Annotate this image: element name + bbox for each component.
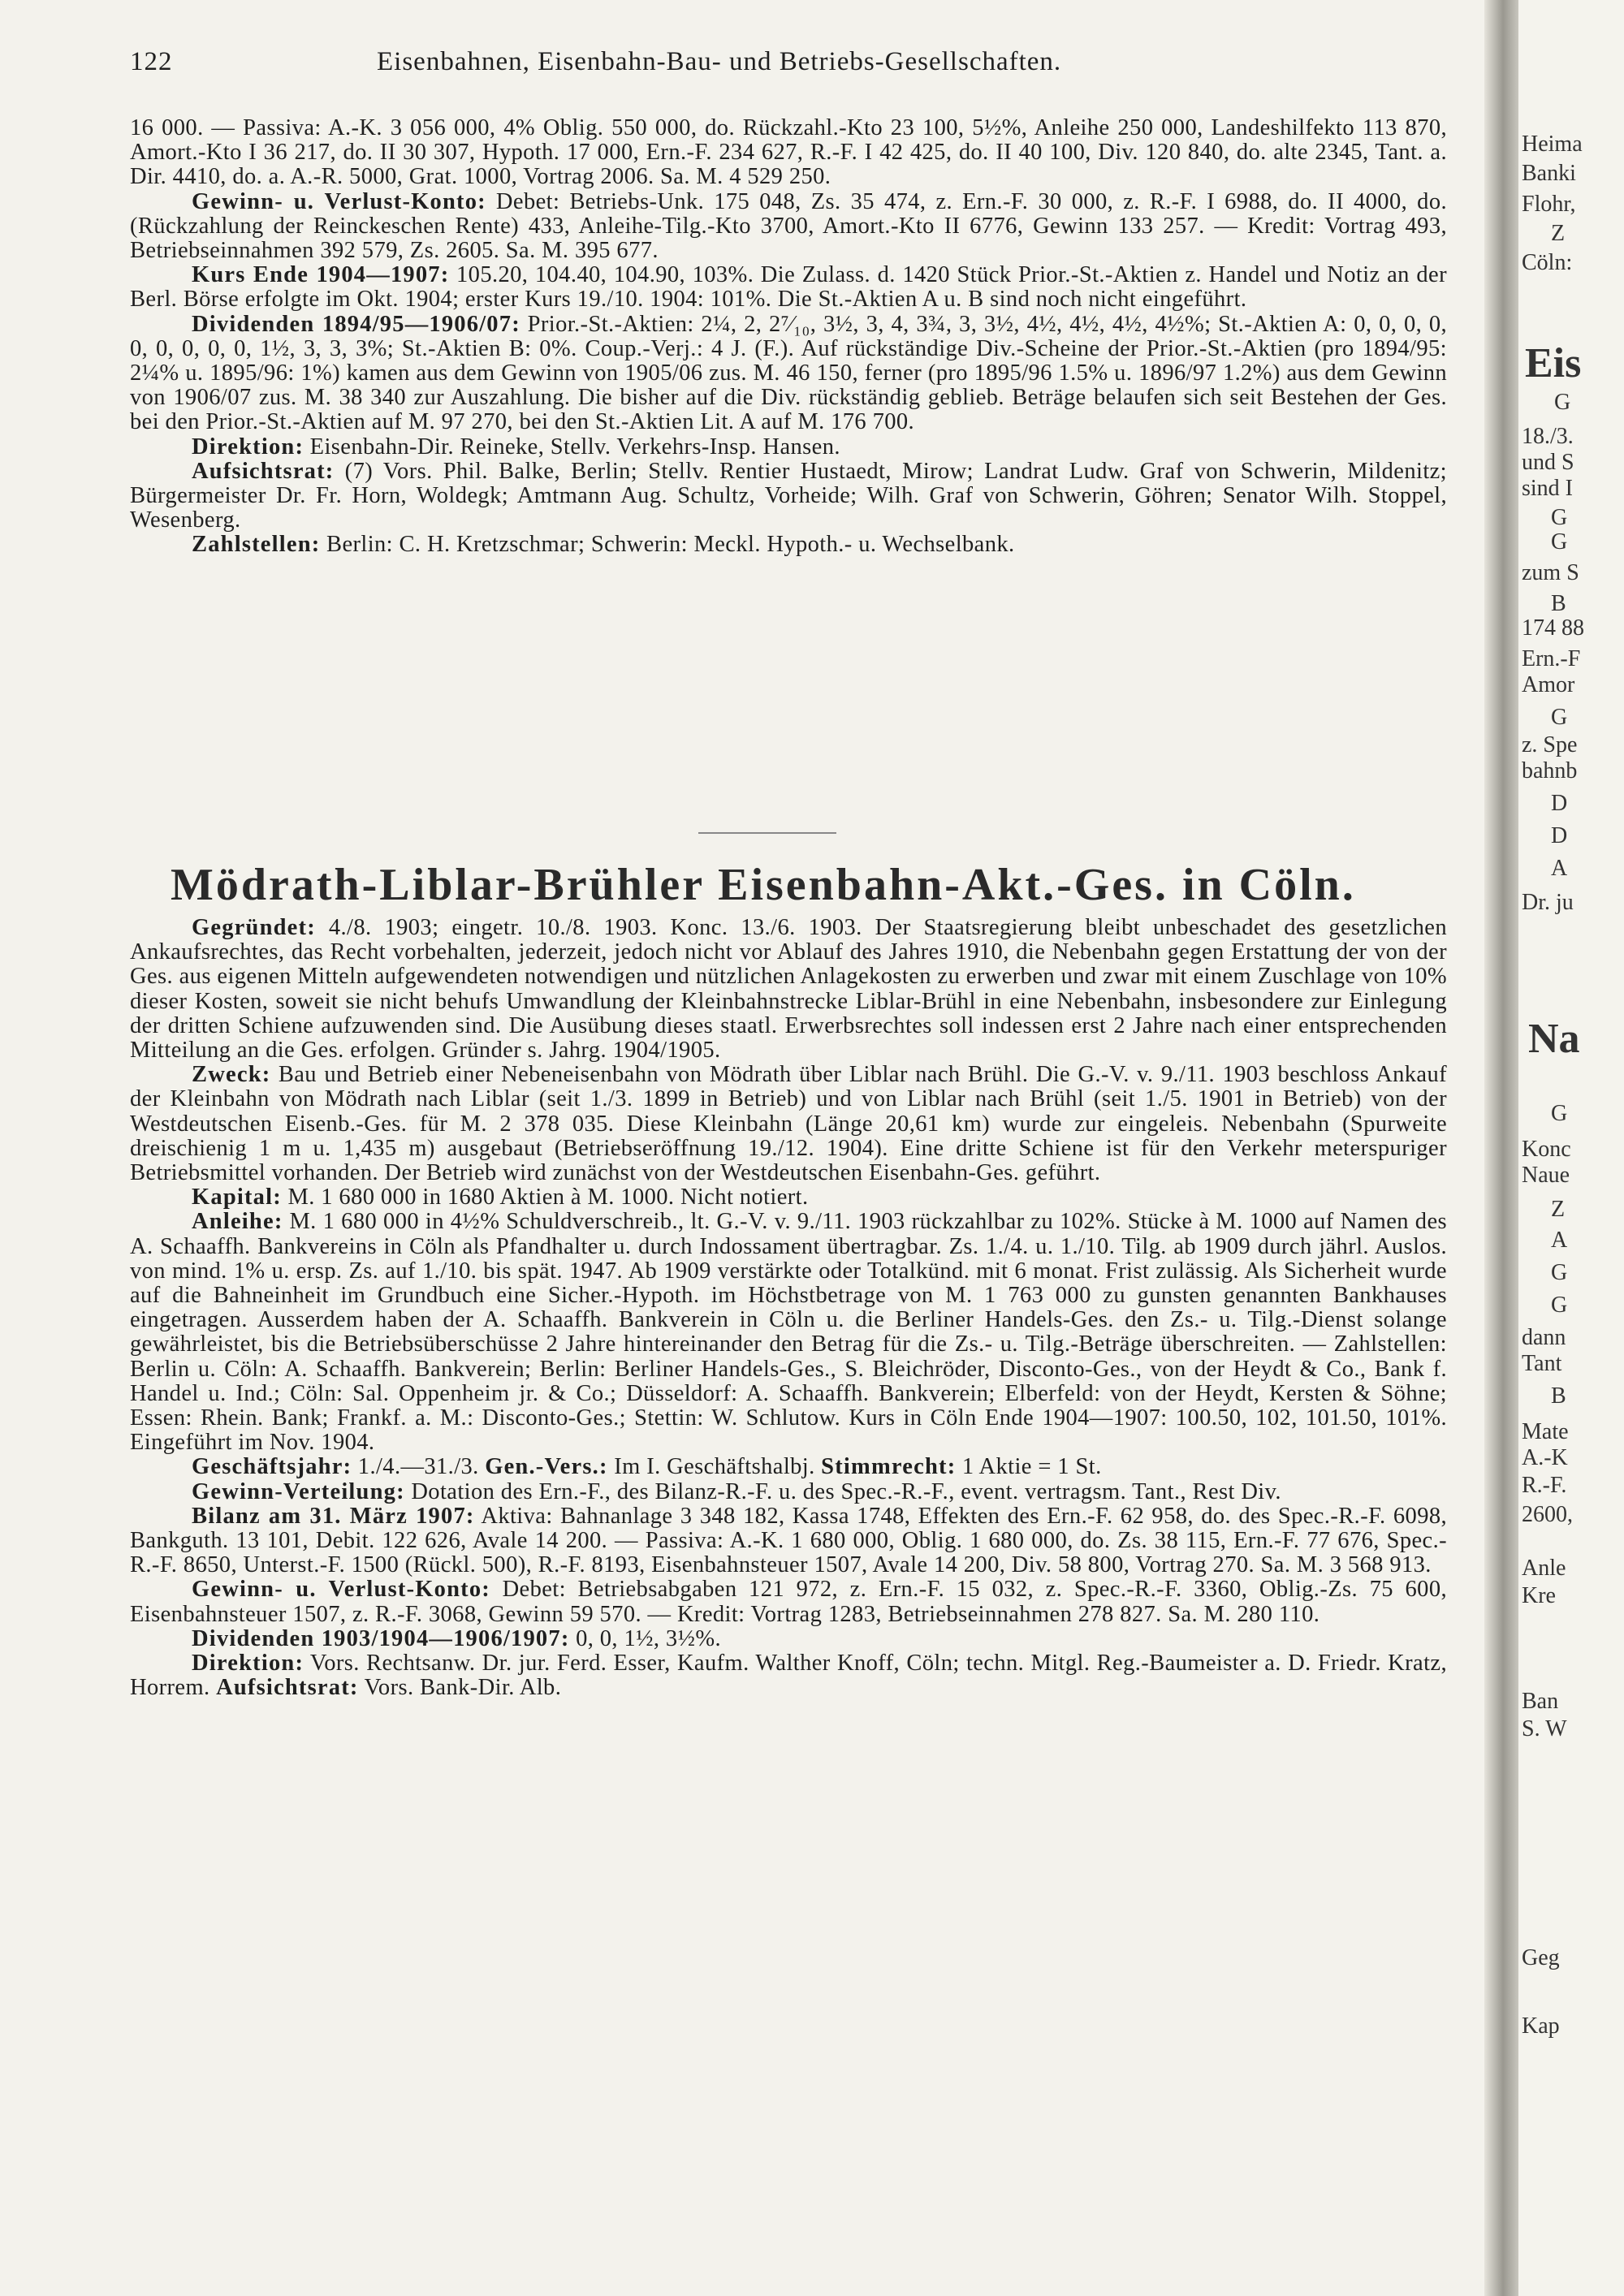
adjacent-page-fragment: D xyxy=(1551,791,1568,816)
zahlstellen-label: Zahlstellen: xyxy=(192,532,321,558)
gegruendet-label: Gegründet: xyxy=(192,915,316,940)
adjacent-page-fragment: B xyxy=(1551,591,1566,616)
adjacent-page-fragment: D xyxy=(1551,823,1568,848)
adjacent-page-fragment: Konc xyxy=(1522,1137,1571,1162)
stimmrecht-text: 1 Aktie = 1 St. xyxy=(961,1454,1102,1480)
dividenden-text: Prior.-St.-Aktien: 2¼, 2, 2⁷⁄₁₀, 3½, 3, 4, 3¾, 3, 3½, 4½, 4½, 4½, 4½%; St.-Aktien A: 0, 0, 0, 0, 0, 0, 0, 0, 0, 1½, 3, 3, 3%; St.-Aktien B: 0%. Coup.-Verj.: 4 J. (F.). Auf rückständige Div.-Scheine der Prior.-St.-Aktien (pro 1894/95: 2¼% u. 1895/96: 1%) kamen aus dem Gewinn von 1905/06 zus. M. 46 150, ferner (pro 1895/96 1.5% u. 1896/97 1.2%) aus dem Gewinn von 1906/07 zus. M. 38 340 zur Auszahlung. Die bisher auf die Div. rückständig geblieb. Beträge belaufen sich seit Bestehen der Ges. bei den Prior.-St.-Aktien auf M. 97 270, bei den St.-Aktien Lit. A auf M. 176 700. xyxy=(130,311,1447,435)
adjacent-page-fragment: G xyxy=(1551,1260,1568,1285)
dividenden-paragraph xyxy=(130,1627,1447,1651)
direktion-label: Direktion: xyxy=(192,434,304,460)
kurs-paragraph xyxy=(130,263,1447,312)
geschaeftsjahr-paragraph xyxy=(130,1455,1447,1479)
gewinn-verteilung-text: Dotation des Ern.-F., des Bilanz-R.-F. u. des Spec.-R.-F., event. vertragsm. Tant., Rest Div. xyxy=(411,1478,1281,1504)
dividenden-paragraph xyxy=(130,313,1447,435)
adjacent-page-fragment: A.-K xyxy=(1522,1445,1568,1470)
zahlstellen-text: Berlin: C. H. Kretzschmar; Schwerin: Meckl. Hypoth.- u. Wechselbank. xyxy=(326,532,1015,558)
adjacent-page-fragment: A xyxy=(1551,856,1568,881)
adjacent-page-fragment: R.-F. xyxy=(1522,1473,1567,1498)
aufsichtsrat-text: (7) Vors. Phil. Balke, Berlin; Stellv. Rentier Hustaedt, Mirow; Landrat Ludw. Graf von Schwerin, Mildenitz; Bürgermeister Dr. Fr. Horn, Woldegk; Amtmann Aug. Schultz, Vorheide; Wilh. Graf von Schwerin, Göhren; Senator Wilh. Stoppel, Wesenberg. xyxy=(130,458,1447,533)
direktion-text: Vors. Rechtsanw. Dr. jur. Ferd. Esser, Kaufm. Walther Knoff, Cöln; techn. Mitgl. Reg.-Baumeister a. D. Friedr. Kratz, Horrem. xyxy=(130,1651,1447,1701)
gegruendet-paragraph xyxy=(130,916,1447,1063)
gen-vers-label: Gen.-Vers.: xyxy=(485,1454,608,1480)
adjacent-page-fragment: G xyxy=(1551,1101,1568,1126)
company-title: Mödrath-Liblar-Brühler Eisenbahn-Akt.-Ges. in Cöln. xyxy=(171,860,1356,910)
previous-company-section xyxy=(130,116,1447,558)
aufsichtsrat-label: Aufsichtsrat: xyxy=(216,1675,359,1701)
adjacent-page-fragment: Ern.-F xyxy=(1522,646,1581,671)
adjacent-page-fragment: Tant xyxy=(1522,1351,1562,1376)
adjacent-page-fragment: G xyxy=(1551,505,1568,530)
adjacent-page-fragment: Kap xyxy=(1522,2013,1560,2039)
adjacent-page-fragment: Geg xyxy=(1522,1945,1560,1970)
adjacent-page-fragment: G xyxy=(1554,390,1571,415)
adjacent-page-fragment: dann xyxy=(1522,1325,1566,1350)
kapital-paragraph xyxy=(130,1185,1447,1210)
aufsichtsrat-paragraph xyxy=(130,460,1447,533)
adjacent-page-fragment: Eis xyxy=(1525,340,1582,386)
adjacent-page-fragment: Kre xyxy=(1522,1583,1556,1608)
company-section xyxy=(130,916,1447,1701)
geschaeftsjahr-label: Geschäftsjahr: xyxy=(192,1454,352,1480)
adjacent-page-fragment: bahnb xyxy=(1522,758,1578,783)
anleihe-paragraph xyxy=(130,1210,1447,1455)
adjacent-page-fragment: Banki xyxy=(1522,161,1576,186)
adjacent-page-fragment: sind I xyxy=(1522,476,1573,501)
geschaeftsjahr-text: 1./4.—31./3. xyxy=(357,1454,479,1480)
gewinn-verlust-konto-text: Debet: Betriebsabgaben 121 972, z. Ern.-F. 15 032, z. Spec.-R.-F. 3360, Oblig.-Zs. 75 600, Eisenbahnsteuer 1507, z. R.-F. 3068, Gewinn 59 570. — Kredit: Vortrag 1283, Betriebseinnahmen 278 827. Sa. M. 280 110. xyxy=(130,1577,1447,1627)
dividenden-text: 0, 0, 1½, 3½%. xyxy=(576,1625,722,1651)
stimmrecht-label: Stimmrecht: xyxy=(821,1454,957,1480)
adjacent-page-fragment: Mate xyxy=(1522,1419,1569,1444)
aufsichtsrat-text: Vors. Bank-Dir. Alb. xyxy=(364,1675,562,1701)
adjacent-page-fragment: Z xyxy=(1551,1197,1566,1222)
zweck-paragraph xyxy=(130,1063,1447,1185)
kurs-label: Kurs Ende 1904—1907: xyxy=(192,262,450,288)
gewinn-verteilung-paragraph xyxy=(130,1480,1447,1504)
adjacent-page-fragment: Amor xyxy=(1522,672,1575,697)
aufsichtsrat-label: Aufsichtsrat: xyxy=(192,458,335,484)
adjacent-page-strip xyxy=(1518,0,1624,2296)
gewinn-verteilung-label: Gewinn-Verteilung: xyxy=(192,1478,405,1504)
zahlstellen-paragraph xyxy=(130,533,1447,557)
adjacent-page-fragment: und S xyxy=(1522,450,1574,475)
adjacent-page-fragment: A xyxy=(1551,1228,1568,1253)
adjacent-page-fragment: Dr. ju xyxy=(1522,890,1574,915)
adjacent-page-fragment: Na xyxy=(1528,1016,1580,1062)
bilanz-paragraph xyxy=(130,1504,1447,1578)
dividenden-label: Dividenden 1903/1904—1906/1907: xyxy=(192,1625,570,1651)
anleihe-text: M. 1 680 000 in 4½% Schuldverschreib., lt. G.-V. v. 9./11. 1903 rückzahlbar zu 102%. Stücke à M. 1000 auf Namen des A. Schaaffh. Bankvereins in Cöln als Pfandhalter u. durch Indossament übertragbar. Zs. 1./4. u. 1./10. Tilg. ab 1909 durch jährl. Auslos. von mind. 1% u. ersp. Zs. auf 1./10. bis spät. 1947. Ab 1909 verstärkte oder Totalkünd. mit 6 monat. Frist zulässig. Als Sicherheit wurde auf die Bahneinheit im Grundbuch eine Sicher.-Hypoth. im Höchstbetrage von M. 1 763 000 zu gunsten genannten Bankhauses eingetragen. Ausserdem haben der A. Schaaffh. Bankverein in Cöln u. die Berliner Handels-Ges. den Zs.- u. Tilg.-Dienst solange gewährleistet, bis die Betriebsüberschüsse 2 Jahre hintereinander den Betrag für die Zs.- u. Tilg.-Beträge überschreiten. — Zahlstellen: Berlin u. Cöln: A. Schaaffh. Bankverein; Berlin: Berliner Handels-Ges., S. Bleichröder, Disconto-Ges., von der Heydt & Co., Bank f. Handel u. Ind.; Cöln: Sal. Oppenheim jr. & Co.; Düsseldorf: A. Schaaffh. Bankverein; Elberfeld: von der Heydt, Kersten & Söhne; Essen: Rhein. Bank; Frankf. a. M.: Disconto-Ges.; Stettin: W. Schlutow. Kurs in Cöln Ende 1904—1907: 100.50, 102, 101.50, 101%. Eingeführt im Nov. 1904. xyxy=(130,1209,1448,1456)
passiva-paragraph: 16 000. — Passiva: A.-K. 3 056 000, 4% Oblig. 550 000, do. Rückzahl.-Kto 23 100, 5½%, Anleihe 250 000, Landeshilfekto 113 870, Amort.-Kto I 36 217, do. II 30 307, Hypoth. 17 000, Ern.-F. 234 627, R.-F. I 42 425, do. II 40 100, Div. 120 840, do. alte 2345, Tant. a. Dir. 4410, do. a. A.-R. 5000, Grat. 1000, Vortrag 2006. Sa. M. 4 529 250. xyxy=(130,115,1447,190)
kapital-text: M. 1 680 000 in 1680 Aktien à M. 1000. Nicht notiert. xyxy=(287,1185,809,1211)
kapital-label: Kapital: xyxy=(192,1185,282,1211)
adjacent-page-fragment: B xyxy=(1551,1383,1566,1409)
adjacent-page-fragment: z. Spe xyxy=(1522,732,1578,757)
adjacent-page-fragment: Heima xyxy=(1522,132,1583,157)
adjacent-page-fragment: G xyxy=(1551,705,1568,730)
adjacent-page-fragment: Anle xyxy=(1522,1556,1566,1581)
gewinn-verlust-text: Debet: Betriebs-Unk. 175 048, Zs. 35 474, z. Ern.-F. 30 000, z. R.-F. I 6988, do. II 4000, do. (Rückzahlung der Reinckeschen Rente) 433, Anleihe-Tilg.-Kto 3700, Amort.-Kto II 6776, Gewinn 133 257. — Kredit: Vortrag 493, Betriebseinnahmen 392 579, Zs. 2605. Sa. M. 395 677. xyxy=(130,188,1447,264)
direktion-paragraph xyxy=(130,435,1447,460)
adjacent-page-fragment: 174 88 xyxy=(1522,615,1584,641)
kurs-text: 105.20, 104.40, 104.90, 103%. Die Zulass. d. 1420 Stück Prior.-St.-Aktien z. Handel und Notiz an der Berl. Börse erfolgte im Okt. 1904; erster Kurs 19./10. 1904: 101%. Die St.-Aktien A u. B sind noch nicht eingeführt. xyxy=(130,262,1447,313)
page-number: 122 xyxy=(130,47,173,76)
gewinn-verlust-konto-paragraph xyxy=(130,1577,1447,1626)
gegruendet-text: 4./8. 1903; eingetr. 10./8. 1903. Konc. 13./6. 1903. Der Staatsregierung bleibt unbeschadet des gesetzlichen Ankaufsrechtes, das Recht vorbehalten, jederzeit, jedoch nicht vor Ablauf des Jahres 1910, die Nebenbahn gegen Erstattung der von der Ges. aus eigenen Mitteln aufgewendeten notwendigen und nützlichen Anlagekosten zu erwerben und zwar mit einem Zuschlage von 10% dieser Kosten, soweit sie nicht behufs Umwandlung der Kleinbahnstrecke Liblar-Brühl in eine Nebenbahn, insbesondere zur Einlegung der dritten Schiene aufzuwenden sind. Die Ausübung dieses staatl. Erwerbsrechtes soll indessen erst 2 Jahre nach einer entsprechenden Mitteilung an die Ges. erfolgen. Gründer s. Jahrg. 1904/1905. xyxy=(130,915,1447,1064)
adjacent-page-fragment: S. W xyxy=(1522,1716,1567,1741)
zweck-label: Zweck: xyxy=(192,1062,271,1088)
book-gutter xyxy=(1484,0,1518,2296)
adjacent-page-fragment: Ban xyxy=(1522,1689,1559,1714)
anleihe-label: Anleihe: xyxy=(192,1209,283,1235)
adjacent-page-fragment: G xyxy=(1551,529,1568,555)
adjacent-page-fragment: Naue xyxy=(1522,1163,1570,1188)
adjacent-page-fragment: 18./3. xyxy=(1522,424,1574,449)
dividenden-label: Dividenden 1894/95—1906/07: xyxy=(192,311,520,337)
direktion-paragraph xyxy=(130,1651,1447,1700)
gen-vers-text: Im I. Geschäftshalbj. xyxy=(614,1454,815,1480)
adjacent-page-fragment: zum S xyxy=(1522,560,1579,585)
adjacent-page-fragment: Z xyxy=(1551,221,1566,246)
bilanz-label: Bilanz am 31. März 1907: xyxy=(192,1503,475,1529)
running-title: Eisenbahnen, Eisenbahn-Bau- und Betriebs-Gesellschaften. xyxy=(377,47,1062,76)
adjacent-page-fragment: Flohr, xyxy=(1522,192,1576,217)
adjacent-page-fragment: G xyxy=(1551,1293,1568,1318)
zweck-text: Bau und Betrieb einer Nebeneisenbahn von Mödrath über Liblar nach Brühl. Die G.-V. v. 9./11. 1903 beschloss Ankauf der Kleinbahn von Mödrath nach Liblar (seit 1./3. 1899 in Betrieb) und von Liblar nach Brühl (seit 1./5. 1901 in Betrieb) von der Westdeutschen Eisenb.-Ges. für M. 2 378 035. Diese Kleinbahn (Länge 20,61 km) wurde zur eingeleis. Nebenbahn (Spurweite dreischienig 1 m u. 1,435 m) ausgebaut (Betriebseröffnung 19./12. 1904). Eine dritte Schiene ist für den Verkehr meterspuriger Betriebsmittel vorhanden. Der Betrieb wird zunächst von der Westdeutschen Eisenbahn-Ges. geführt. xyxy=(130,1062,1447,1186)
gewinn-verlust-konto-label: Gewinn- u. Verlust-Konto: xyxy=(192,1577,490,1603)
direktion-text: Eisenbahn-Dir. Reineke, Stellv. Verkehrs-Insp. Hansen. xyxy=(309,434,840,460)
bilanz-text: Aktiva: Bahnanlage 3 348 182, Kassa 1748, Effekten des Ern.-F. 62 958, do. des Spec.-R.-F. 6098, Bankguth. 13 101, Debit. 122 626, Avale 14 200. — Passiva: A.-K. 1 680 000, Oblig. 1 680 000, do. Zs. 38 115, Ern.-F. 77 676, Spec.-R.-F. 8650, Unterst.-F. 1500 (Rückl. 500), R.-F. 8193, Eisenbahnsteuer 1507, Avale 14 200, Div. 58 800, Vortrag 270. Sa. M. 3 568 913. xyxy=(130,1503,1448,1578)
direktion-label: Direktion: xyxy=(192,1651,304,1677)
gewinn-verlust-label: Gewinn- u. Verlust-Konto: xyxy=(192,188,486,214)
gewinn-verlust-paragraph xyxy=(130,190,1447,264)
adjacent-page-fragment: 2600, xyxy=(1522,1502,1573,1527)
section-divider xyxy=(698,832,836,834)
adjacent-page-fragment: Cöln: xyxy=(1522,250,1573,275)
